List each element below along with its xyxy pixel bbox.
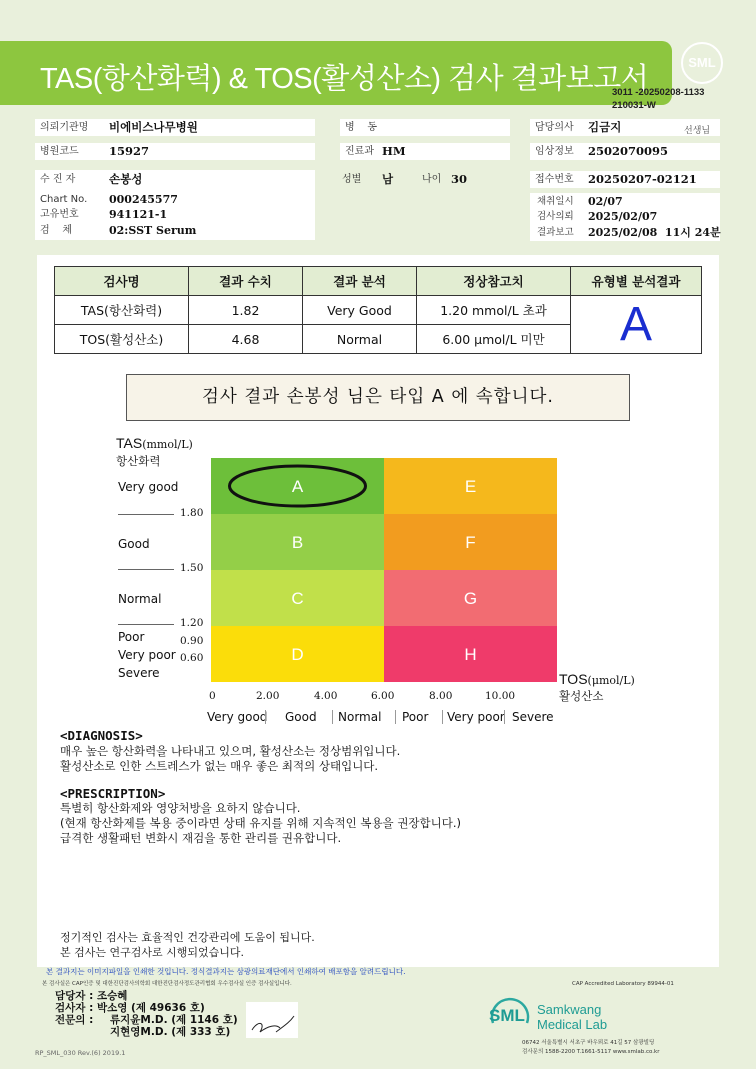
manager: 담당자 : 조승혜 bbox=[55, 990, 128, 1002]
x-category-label: Good bbox=[285, 710, 317, 724]
x-tick-label: 8.00 bbox=[429, 690, 453, 702]
report-label: 결과보고 bbox=[537, 227, 574, 238]
y-category-label: Very good bbox=[118, 480, 179, 494]
report-value: 2025/02/08 11시 24분 bbox=[588, 226, 721, 239]
examiner: 검사자 : 박소영 (제 49636 호) bbox=[55, 1002, 205, 1014]
table-row bbox=[55, 296, 702, 325]
reference-range: 6.00 μmol/L 미만 bbox=[417, 325, 571, 354]
x-category-label: Severe bbox=[512, 710, 554, 724]
heatmap-cell-label: H bbox=[464, 645, 477, 664]
prescription-title: <PRESCRIPTION> bbox=[60, 786, 166, 801]
id-no-label: 고유번호 bbox=[40, 209, 79, 220]
chart-no-label: Chart No. bbox=[40, 194, 88, 205]
x-tick-label: 0 bbox=[209, 690, 216, 702]
collect-value: 02/07 bbox=[588, 195, 623, 208]
y-tick-label: 1.20 bbox=[180, 617, 204, 629]
x-axis-subtitle: 활성산소 bbox=[559, 689, 604, 703]
company-name-1: Samkwang bbox=[537, 1002, 602, 1017]
report-title: TAS(항산화력) & TOS(활성산소) 검사 결과보고서 bbox=[40, 63, 649, 95]
patient-value: 손봉성 bbox=[109, 172, 143, 186]
note-line: 정기적인 검사는 효율적인 건강관리에 도움이 됩니다. bbox=[60, 931, 315, 944]
column-header: 유형별 분석결과 bbox=[571, 267, 702, 296]
receipt-label: 접수번호 bbox=[535, 174, 574, 185]
table-header-row bbox=[55, 267, 702, 296]
x-divider bbox=[504, 710, 505, 724]
clinical-value: 2502070095 bbox=[588, 144, 669, 158]
age-label: 나이 bbox=[422, 174, 442, 185]
heatmap-cell-label: B bbox=[291, 533, 304, 552]
x-divider bbox=[265, 710, 266, 724]
y-tick-label: 1.50 bbox=[180, 562, 204, 574]
specimen-label: 검 체 bbox=[40, 225, 73, 236]
document-number bbox=[612, 86, 704, 112]
y-category-label: Very poor bbox=[118, 648, 176, 662]
specialist-1: 류지윤M.D. (제 1146 호) bbox=[110, 1014, 238, 1026]
company-name-2: Medical Lab bbox=[537, 1017, 608, 1032]
title-banner bbox=[0, 41, 672, 105]
sml-company-logo-icon bbox=[487, 993, 533, 1039]
y-category-label: Normal bbox=[118, 592, 162, 606]
heatmap-grid bbox=[211, 458, 557, 682]
result-value: 4.68 bbox=[189, 325, 303, 354]
specialist-label: 전문의 : bbox=[55, 1014, 94, 1026]
y-category-label: Severe bbox=[118, 666, 160, 680]
result-analysis: Normal bbox=[303, 325, 417, 354]
signature-image bbox=[246, 1002, 298, 1038]
grade-result: A bbox=[571, 296, 702, 354]
y-axis-subtitle: 항산화력 bbox=[116, 454, 161, 468]
x-category-label: Poor bbox=[402, 710, 429, 724]
institution-label: 의뢰기관명 bbox=[40, 122, 89, 133]
y-category-label: Poor bbox=[118, 630, 145, 644]
x-tick-label: 2.00 bbox=[256, 690, 280, 702]
x-axis-title-text: TOS bbox=[559, 671, 588, 687]
x-category-label: Very poor bbox=[447, 710, 505, 724]
result-sentence: 검사 결과 손봉성 님은 타입 A 에 속합니다. bbox=[126, 374, 630, 421]
result-analysis: Very Good bbox=[303, 296, 417, 325]
doctor-suffix: 선생님 bbox=[684, 126, 711, 136]
result-table bbox=[54, 266, 702, 354]
footer-warning: 본 결과지는 이미지파일을 인쇄한 것입니다. 정식결과지는 삼광의료재단에서 인쇄하여 배포함을 알려드립니다. bbox=[46, 967, 406, 976]
cap-accreditation: CAP Accredited Laboratory 89944-01 bbox=[572, 981, 674, 987]
test-name: TAS(항산화력) bbox=[55, 296, 189, 325]
y-tick-label: 0.90 bbox=[180, 635, 204, 647]
x-axis-unit: (μmol/L) bbox=[587, 674, 635, 687]
sex-value: 남 bbox=[382, 172, 394, 186]
signature-icon bbox=[246, 1002, 298, 1038]
doctor-label: 담당의사 bbox=[535, 122, 574, 133]
result-panel bbox=[37, 255, 719, 967]
heatmap-cell-label: D bbox=[291, 645, 304, 664]
receipt-value: 20250207-02121 bbox=[588, 172, 697, 186]
y-divider bbox=[118, 514, 174, 515]
x-tick-label: 10.00 bbox=[485, 690, 516, 702]
ward-label: 병 동 bbox=[345, 122, 378, 133]
specimen-value: 02:SST Serum bbox=[109, 224, 197, 237]
reference-range: 1.20 mmol/L 초과 bbox=[417, 296, 571, 325]
x-divider bbox=[332, 710, 333, 724]
heatmap-cell-label: F bbox=[465, 533, 476, 552]
result-value: 1.82 bbox=[189, 296, 303, 325]
sml-logo-icon: SML bbox=[681, 42, 723, 84]
chart-no-value: 000245577 bbox=[109, 193, 178, 206]
document-number-line1: 3011 -20250208-1133 bbox=[612, 87, 705, 98]
id-no-value: 941121-1 bbox=[109, 208, 168, 221]
sex-label: 성별 bbox=[342, 174, 362, 185]
heatmap-cell-label: E bbox=[464, 477, 477, 496]
diagnosis-line: 활성산소로 인한 스트레스가 없는 매우 좋은 최적의 상태입니다. bbox=[60, 759, 379, 773]
x-tick-label: 4.00 bbox=[314, 690, 338, 702]
clinical-label: 임상정보 bbox=[535, 146, 574, 157]
prescription-line: 특별히 항산화제와 영양처방을 요하지 않습니다. bbox=[60, 801, 301, 815]
specialist-2: 지현영M.D. (제 333 호) bbox=[110, 1026, 231, 1038]
diagnosis-line: 매우 높은 항산화력을 나타내고 있으며, 활성산소는 정상범위입니다. bbox=[60, 744, 401, 758]
column-header: 검사명 bbox=[55, 267, 189, 296]
note-line: 본 검사는 연구검사로 시행되었습니다. bbox=[60, 946, 245, 959]
request-label: 검사의뢰 bbox=[537, 211, 574, 222]
collect-label: 채취일시 bbox=[537, 196, 574, 207]
y-divider bbox=[118, 569, 174, 570]
patient-label: 수 진 자 bbox=[40, 174, 76, 185]
x-category-label: Very good bbox=[207, 710, 268, 724]
hospital-code-value: 15927 bbox=[109, 144, 150, 158]
company-contact: 검사문의 1588-2200 T.1661-5117 www.smlab.co.kr bbox=[522, 1049, 660, 1055]
test-name: TOS(활성산소) bbox=[55, 325, 189, 354]
column-header: 정상참고치 bbox=[417, 267, 571, 296]
x-category-label: Normal bbox=[338, 710, 382, 724]
x-divider bbox=[395, 710, 396, 724]
column-header: 결과 분석 bbox=[303, 267, 417, 296]
y-axis-title bbox=[116, 435, 193, 451]
sml-logo-text: SML bbox=[489, 1006, 525, 1025]
y-category-label: Good bbox=[118, 537, 150, 551]
dept-label: 진료과 bbox=[345, 146, 374, 157]
age-value: 30 bbox=[451, 172, 468, 186]
form-number: RP_SML_030 Rev.(6) 2019.1 bbox=[35, 1049, 126, 1057]
diagnosis-title: <DIAGNOSIS> bbox=[60, 728, 143, 743]
prescription-line: (현재 항산화제를 복용 중이라면 상태 유지를 위해 지속적인 복용을 권장합니다.) bbox=[60, 816, 462, 830]
company-address: 06742 서울특별시 서초구 바우뫼로 41길 57 삼광빌딩 bbox=[522, 1040, 655, 1046]
x-axis-title bbox=[559, 671, 635, 687]
y-tick-label: 1.80 bbox=[180, 507, 204, 519]
x-divider bbox=[442, 710, 443, 724]
prescription-line: 급격한 생활패턴 변화시 재검을 통한 관리를 권유합니다. bbox=[60, 831, 342, 845]
institution-value: 비에비스나무병원 bbox=[109, 120, 198, 134]
request-value: 2025/02/07 bbox=[588, 210, 658, 223]
heatmap-cell-label: G bbox=[463, 589, 478, 608]
heatmap-cell-label: C bbox=[291, 589, 304, 608]
document-number-line2: 210031-W bbox=[612, 100, 656, 111]
y-divider bbox=[118, 624, 174, 625]
footer-fineprint: 본 검사실은 CAP인증 및 대한진단검사의학회 대한진단검사정도관리협회 우수검사실 인증 검사실입니다. bbox=[42, 981, 292, 987]
y-axis-unit: (mmol/L) bbox=[142, 438, 193, 451]
dept-value: HM bbox=[382, 144, 406, 158]
doctor-value: 김금지 bbox=[588, 120, 622, 134]
y-tick-label: 0.60 bbox=[180, 652, 204, 664]
x-tick-label: 6.00 bbox=[371, 690, 395, 702]
heatmap-cell-label: A bbox=[291, 477, 304, 496]
column-header: 결과 수치 bbox=[189, 267, 303, 296]
y-axis-title-text: TAS bbox=[116, 435, 143, 451]
hospital-code-label: 병원코드 bbox=[40, 146, 79, 157]
